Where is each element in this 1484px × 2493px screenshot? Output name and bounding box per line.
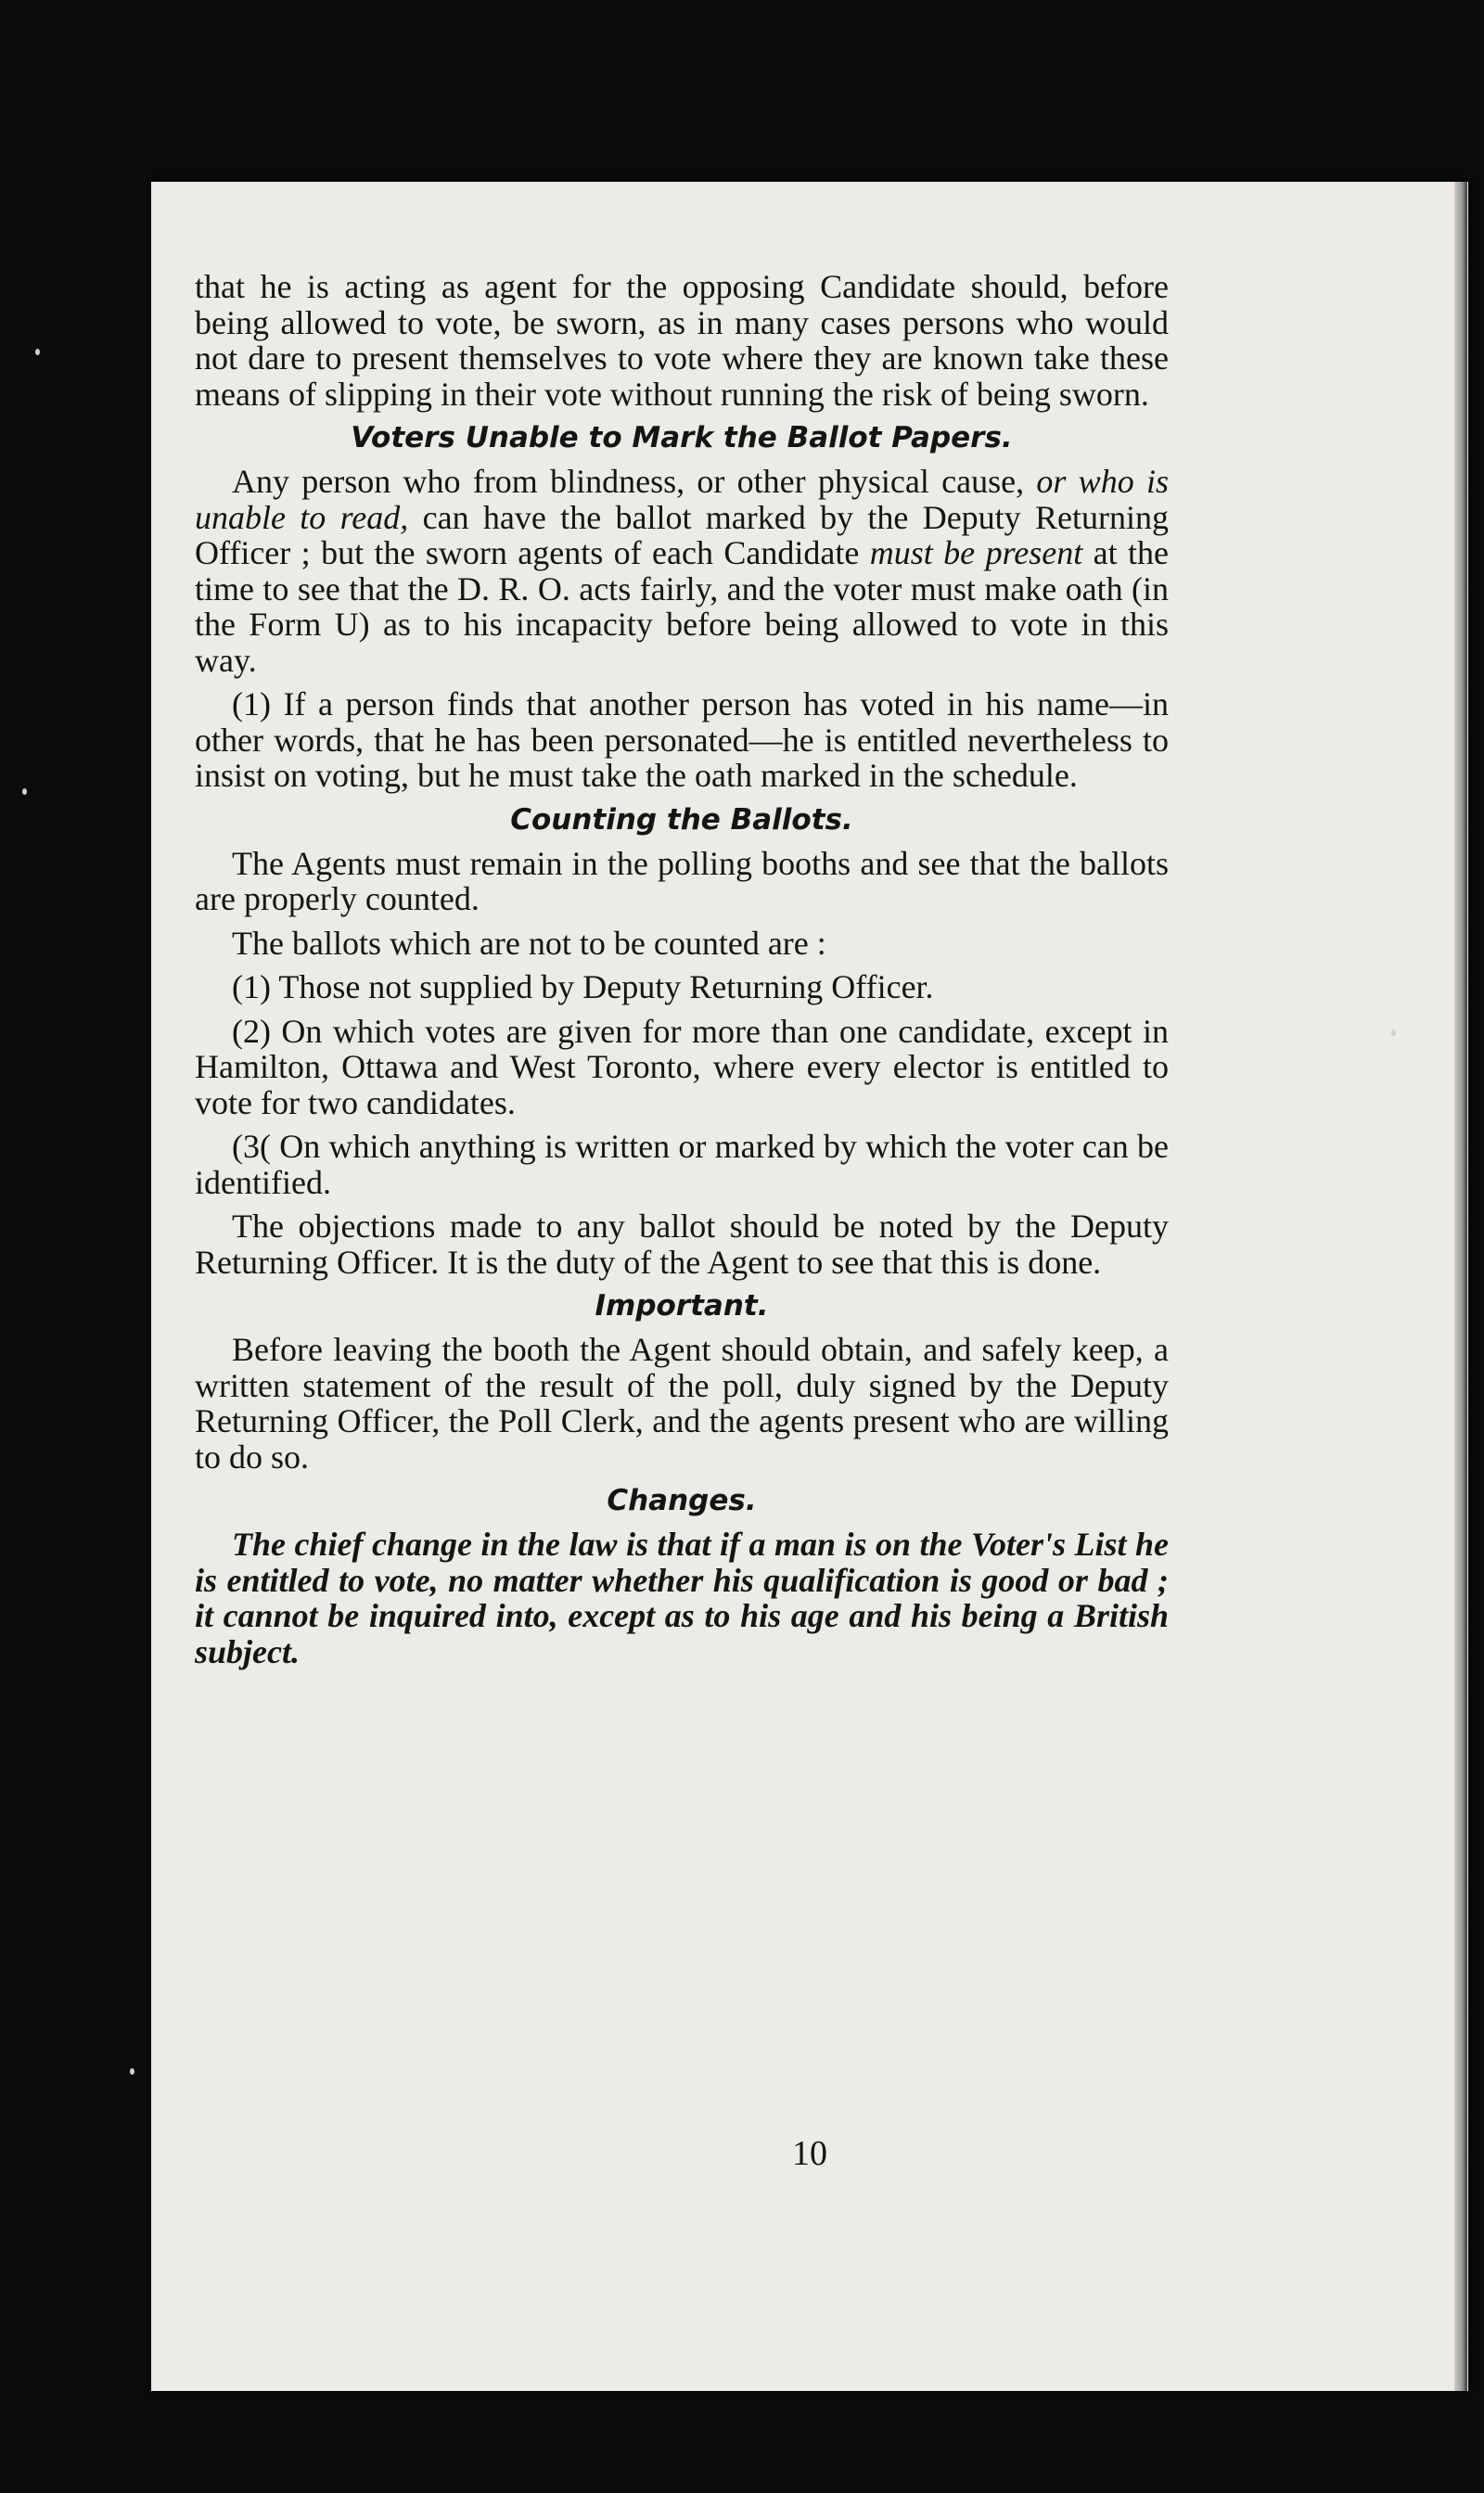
paragraph-ballots-not-counted: The ballots which are not to be counted are : bbox=[232, 924, 826, 962]
heading-important: Important. bbox=[595, 1289, 769, 1323]
film-speck bbox=[130, 2068, 134, 2075]
paragraph-text: can have the ballot marked by the Deputy Returning Officer ; but the sworn agents of each Candidate bbox=[195, 498, 1169, 571]
list-item-not-supplied: (1) Those not supplied by Deputy Returning Officer. bbox=[232, 968, 934, 1005]
paragraph-agents-remain: The Agents must remain in the polling booths and see that the ballots are properly counted. bbox=[195, 844, 1169, 917]
list-item-identified: (3( On which anything is written or marked by which the voter can be identified. bbox=[195, 1128, 1169, 1201]
emphasis-unable-to-read: or who is unable to read, bbox=[195, 463, 1169, 536]
heading-changes: Changes. bbox=[607, 1484, 757, 1517]
paragraph-agent-sworn: that he is acting as agent for the opposing Candidate should, before being allowed to vote, be sworn, as in many cases persons who would not dare to present themselves to vote where they are known take these means of slipping in their vote without running the risk of being sworn. bbox=[195, 268, 1169, 413]
list-item-more-than-one: (2) On which votes are given for more than one candidate, except in Hamilton, Ottawa and West Toronto, where every elector is entitled to vote for two candidates. bbox=[195, 1012, 1169, 1121]
paragraph-personated: (1) If a person finds that another person has voted in his name—in other words, that he has been personated—he is entitled nevertheless to insist on voting, but he must take the oath marked in the schedule. bbox=[195, 685, 1169, 794]
heading-voters-unable: Voters Unable to Mark the Ballot Papers. bbox=[351, 421, 1013, 454]
heading-counting-ballots: Counting the Ballots. bbox=[510, 802, 853, 837]
paragraph-voters-unable bbox=[195, 464, 1169, 678]
paragraph-objections: The objections made to any ballot should be noted by the Deputy Returning Officer. It is the duty of the Agent to see that this is done. bbox=[195, 1208, 1169, 1281]
page-number: 10 bbox=[792, 2134, 827, 2173]
document-body bbox=[195, 269, 1169, 1669]
page-edge-shadow bbox=[1454, 182, 1467, 2391]
paragraph-text: Any person who from blindness, or other physical cause, bbox=[232, 463, 1037, 500]
film-speck bbox=[35, 349, 40, 355]
paragraph-text: at the time to see that the D. R. O. acts fairly, and the voter must make oath (in the Form U) as to his incapacity before being allowed to vote in this way. bbox=[195, 534, 1169, 679]
paragraph-before-leaving: Before leaving the booth the Agent should obtain, and safely keep, a written statement of the result of the poll, duly signed by the Deputy Returning Officer, the Poll Clerk, and the agents present who are willing to do so. bbox=[195, 1331, 1169, 1476]
film-speck bbox=[22, 788, 27, 795]
paragraph-chief-change: The chief change in the law is that if a man is on the Voter's List he is entitled to vote, no matter whether his qualification is good or bad ; it cannot be inquired into, except as to his age and his being a British subject. bbox=[195, 1526, 1169, 1670]
film-speck bbox=[1391, 1029, 1396, 1036]
emphasis-must-be-present: must be present bbox=[869, 534, 1083, 571]
